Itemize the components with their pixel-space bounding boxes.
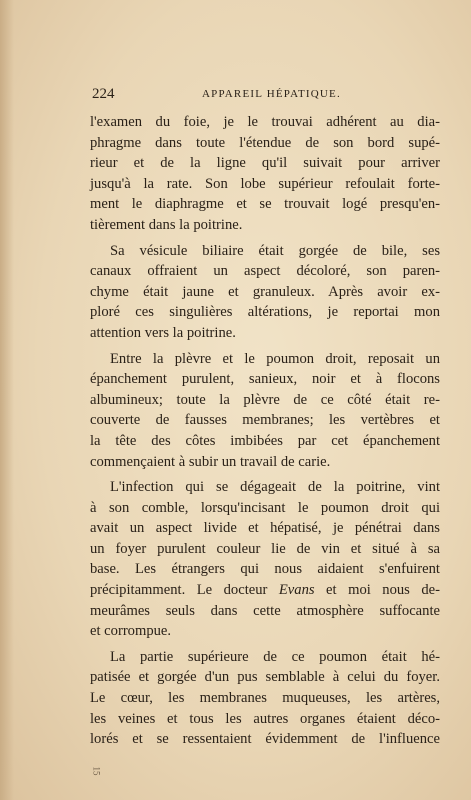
- text-line: précipitamment. Le docteur Evans et moi nous de-: [90, 582, 440, 599]
- text-line: L'infection qui se dégageait de la poitrine, vint: [110, 479, 440, 496]
- text-line: un foyer purulent couleur lie de vin et situé à sa: [90, 540, 440, 557]
- text-line: la tête des côtes imbibées par cet épanchement: [90, 432, 440, 449]
- text-line: patisée et gorgée d'un pus semblable à celui du foyer.: [90, 669, 440, 686]
- page-edge-shadow: [0, 0, 14, 800]
- text-line: attention vers la poitrine.: [90, 324, 236, 341]
- text-line: base. Les étrangers qui nous aidaient s'enfuirent: [90, 561, 440, 578]
- gutter-mark: 15: [91, 766, 102, 776]
- text-line: La partie supérieure de ce poumon était hé-: [110, 648, 440, 665]
- text-line: à son comble, lorsqu'incisant le poumon droit qui: [90, 499, 440, 516]
- text-line: rieur et de la ligne qu'il suivait pour arriver: [90, 155, 440, 172]
- text-line: l'examen du foie, je le trouvai adhérent au dia-: [90, 114, 440, 130]
- page-number: 224: [92, 86, 115, 102]
- paragraph: [90, 241, 440, 344]
- text-line: Sa vésicule biliaire était gorgée de bile, ses: [110, 242, 440, 259]
- text-line: Entre la plèvre et le poumon droit, reposait un: [110, 350, 440, 367]
- text-line: les veines et tous les autres organes étaient déco-: [90, 710, 440, 727]
- text-line: chyme était jaune et granuleux. Après avoir ex-: [90, 283, 440, 300]
- running-head: APPAREIL HÉPATIQUE.: [202, 88, 341, 100]
- paragraph: [90, 349, 440, 473]
- text-line: Le cœur, les membranes muqueuses, les artères,: [90, 690, 440, 707]
- page-header: [92, 86, 423, 108]
- text-line: meurâmes seuls dans cette atmosphère suffocante: [90, 602, 440, 619]
- text-line: lorés et se ressentaient évidemment de l'influence: [90, 731, 440, 748]
- text-line: tièrement dans la poitrine.: [90, 216, 243, 233]
- text-line: ment le diaphragme et se trouvait logé presqu'en-: [90, 196, 440, 213]
- text-line: et corrompue.: [90, 623, 172, 640]
- text-line: commençaient à subir un travail de carie.: [90, 453, 331, 470]
- text-line: avait un aspect livide et hépatisé, je pénétrai dans: [90, 520, 440, 537]
- paragraph: [90, 477, 440, 642]
- text-line: phragme dans toute l'étendue de son bord supé-: [90, 134, 440, 151]
- paragraph: [90, 112, 440, 236]
- body-text: [90, 112, 440, 750]
- text-line: canaux offraient un aspect décoloré, son paren-: [90, 263, 440, 280]
- text-line: jusqu'à la rate. Son lobe supérieur refoulait forte-: [90, 175, 440, 192]
- text-line: épanchement purulent, sanieux, noir et à flocons: [90, 371, 440, 388]
- text-line: albumineux; toute la plèvre de ce côté était re-: [90, 391, 440, 408]
- text-line: ploré ces singulières altérations, je reportai mon: [90, 304, 440, 321]
- text-line: couverte de fausses membranes; les vertèbres et: [90, 412, 440, 429]
- paragraph: [90, 647, 440, 750]
